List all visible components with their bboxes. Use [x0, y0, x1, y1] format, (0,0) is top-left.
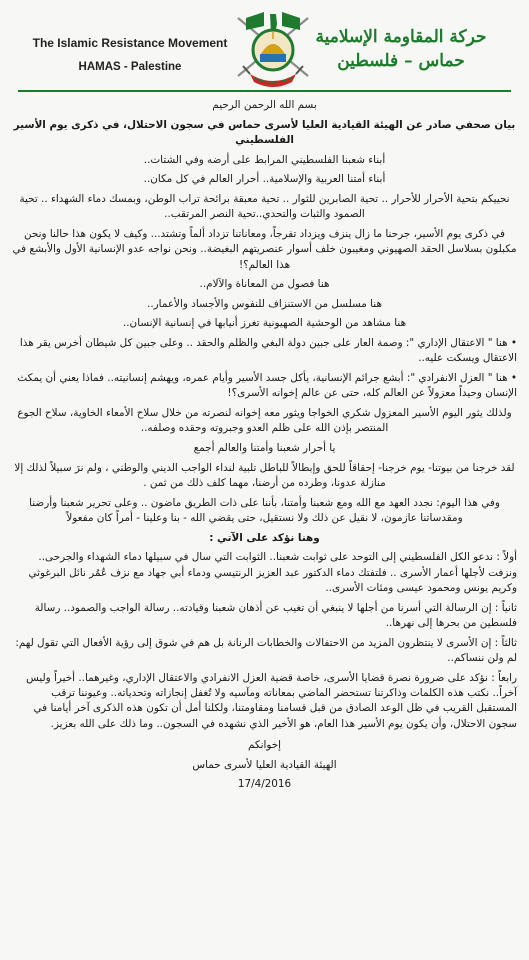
point-second: ثانياً : إن الرسالة التي أسرنا من أجلها لا ينبغي أن تغيب عن أذهان شعبنا وقيادته.. رسالة الواجب والصمود.. رسالة فلسطين من بحرها إلى نهرها..	[34, 601, 517, 629]
basmala: بسم الله الرحمن الرحيم	[212, 99, 317, 111]
line-scenes: هنا مشاهد من الوحشية الصهيونية تغرز أنيابها في إنسانية الإنسان..	[122, 317, 407, 330]
letterhead-arabic	[301, 26, 501, 72]
org-subtitle-english: HAMAS - Palestine	[78, 61, 182, 73]
paragraph-prisoner-day: في ذكرى يوم الأسير، جرحنا ما زال ينزف ويزداد تفرجاً، ومعاناتنا تزداد ألماً وتشتد... وكيف لا يكون هذا حالنا ونحن مكبلون بسلاسل الحقد الصهيوني ومغيبون خلف أسوار عنصريتهم البغيضة.. ونحن نواجه عدو الإنسانية الأول والأبشع في هذا العالم؟!	[12, 227, 517, 271]
paragraph-greeting: نحييكم بتحية الأحرار للأحرار .. تحية الصابرين للثوار .. تحية معبقة برائحة تراب الوطن، وبمسك دماء الشهداء .. تحية الصمود والثبات والتحدي..تحية النصر المرتقب..	[19, 192, 510, 221]
line-call: يا أحرار شعبنا وأمتنا والعالم أجمع	[193, 441, 336, 454]
bullet-solitary-confinement: • هنا " العزل الانفرادي ": أبشع جرائم الإنسانية، يأكل جسد الأسير وأيام عمره، ويهشم إنسانيته.. فماذا يعني أن يمكث الإنسان وحيداً معزولاً عن العالم كله، حتى عن عالم إخوانه الأسرى؟!	[17, 371, 517, 400]
org-name-english: The Islamic Resistance Movement	[32, 36, 228, 50]
line-chapters: هنا فصول من المعاناة والآلام..	[199, 278, 330, 291]
paragraph-hunger-strike: ولذلك يثور اليوم الأسير المعزول شكري الخواجا ويثور معه إخوانه لنصرته من خلال سلاح الأمعاء الخاوية، سلاح الجوع المنتصر بإذن الله على ظلم العدو وجبروته وحقده وصلفه..	[17, 406, 512, 435]
closing: إخوانكم	[247, 739, 282, 752]
letterhead	[8, 0, 521, 92]
statement-body	[8, 92, 521, 793]
letterhead-divider	[18, 90, 511, 92]
letterhead-english	[30, 36, 230, 73]
point-fourth: رابعاً : نؤكد على ضرورة نصرة قضايا الأسرى، خاصة قضية العزل الانفرادي والاعتقال الإداري، وغيرهما.. أخيراً وليس آخراً.. نكتب هذه الكلمات وذاكرتنا تستحضر الماضي بمعاناته ومآسيه ولا تُغفل إنجازاته وتحدياته.. وعيوننا ترقب المستقبل القريب في ظل الوعد الصادق من قبل قسامنا ومقاومتنا، ولكلنا أمل أن تكون هذه الذكرى آخر أيامنا في سجون الاحتلال، وأن يكون يوم الأسير هذا العام، هو الأخير الذي نشهده في السجون.. وما ذلك على الله بعزيز.	[26, 671, 517, 730]
salutation-people: أبناء شعبنا الفلسطيني المرابط على أرضه وفي الشتات..	[143, 153, 386, 166]
statement-title: بيان صحفي صادر عن الهيئة القيادية العليا لأسرى حماس في سجون الاحتلال، في ذكرى يوم الأسير الفلسطيني	[13, 118, 516, 146]
org-subtitle-arabic: حماس – فلسطين	[337, 51, 465, 71]
line-series: هنا مسلسل من الاستنزاف للنفوس والأجساد والأعمار..	[147, 297, 382, 310]
signature: الهيئة القيادية العليا لأسرى حماس	[192, 758, 337, 771]
date: 17/4/2016	[237, 778, 292, 791]
org-name-arabic: حركة المقاومة الإسلامية	[315, 27, 487, 47]
salutation-nation: أبناء أمتنا العربية والإسلامية.. أحرار العالم في كل مكان..	[143, 173, 386, 186]
point-first: أولاً : ندعو الكل الفلسطيني إلى التوحد على ثوابت شعبنا.. الثوابت التي سال في سبيلها دماء الشهداء والجرحى.. ونزفت لأجلها أعمار الأسرى .. فلتفتك دماء الدكتور عبد العزيز الرنتيسي ودماء أبي جهاد مع نزف عُمُر نائل البرغوثي وكريم يونس ومحمود عيسى ومئات الأسرى..	[28, 551, 517, 594]
bullet-administrative-detention: • هنا " الاعتقال الإداري ": وصمة العار على جبين دولة البغي والظلم والحقد .. وعلى جبين كل شيطان أخرس يقر هذا الاعتقال ويسكت عليه..	[19, 336, 517, 365]
point-third: ثالثاً : إن الأسرى لا ينتظرون المزيد من الاحتفالات والخطابات الرنانة بل هم في شوق إلى رؤية الأفعال التي تقول لهم: لم ولن ننساكم..	[15, 636, 517, 664]
line-affirm: وهنا نؤكد على الآتي :	[209, 531, 320, 544]
paragraph-homes: لقد خرجنا من بيوتنا- يوم خرجنا- إحقاقاً للحق وإبطالاً للباطل تلبية لنداء الواجب الديني والوطني ، ولم نرَ سبيلاً لذلك إلا منازلة عدونا، وطرده من أرضنا، مهما كلف ذلك من ثمن .	[14, 461, 515, 489]
paragraph-renew-pledge: وفي هذا اليوم: نجدد العهد مع الله ومع شعبنا وأمتنا، بأننا على ذات الطريق ماضون .. وعلى تحرير شعبنا وأرضنا ومقدساتنا عازمون، لا نقيل عن ذلك ولا نستقيل، حتى يقضي الله - بنا وعلينا - أمراً كان مفعولاً	[29, 496, 500, 524]
